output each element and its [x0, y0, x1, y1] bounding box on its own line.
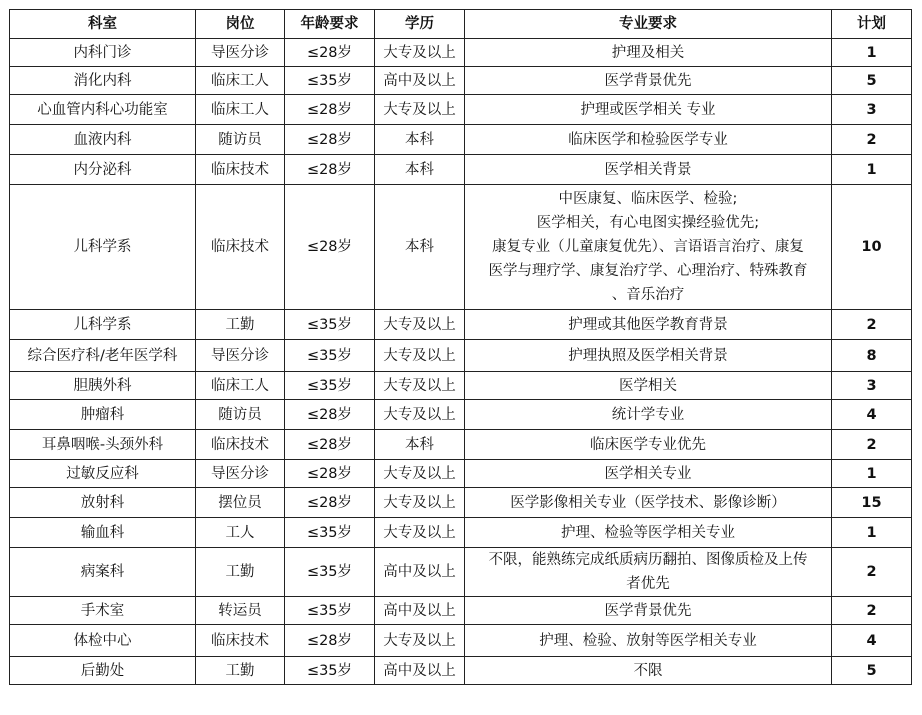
cell-post: 临床技术: [196, 625, 285, 657]
cell-post: 随访员: [196, 400, 285, 430]
cell-post: 随访员: [196, 125, 285, 155]
major-line: 医学相关，有心电图实操经验优先;: [536, 215, 760, 231]
cell-post: 临床工人: [196, 67, 285, 95]
table-row: [10, 657, 912, 685]
header-plan: 计划: [832, 10, 912, 39]
cell-major: [465, 185, 832, 310]
major-line: 医学相关背景: [604, 161, 692, 178]
cell-age: ≤35岁: [285, 548, 375, 597]
cell-education: 高中及以上: [375, 67, 465, 95]
cell-plan: 1: [832, 155, 912, 185]
major-line: 统计学专业: [611, 406, 685, 423]
major-line: 护理或其他医学教育背景: [568, 316, 728, 333]
table-row: [10, 460, 912, 488]
cell-major: [465, 310, 832, 340]
cell-post: 转运员: [196, 597, 285, 625]
cell-post: 工人: [196, 518, 285, 548]
cell-age: ≤35岁: [285, 518, 375, 548]
cell-age: ≤35岁: [285, 310, 375, 340]
cell-dept: 胆胰外科: [10, 372, 196, 400]
major-line: 中医康复、临床医学、检验;: [558, 191, 738, 207]
cell-education: 高中及以上: [375, 548, 465, 597]
cell-dept: 耳鼻咽喉-头颈外科: [10, 430, 196, 460]
cell-major: [465, 155, 832, 185]
table-row: [10, 67, 912, 95]
cell-dept: 血液内科: [10, 125, 196, 155]
cell-age: ≤28岁: [285, 95, 375, 125]
table-row: [10, 95, 912, 125]
cell-plan: 5: [832, 67, 912, 95]
cell-plan: 1: [832, 518, 912, 548]
cell-dept: 心血管内科心功能室: [10, 95, 196, 125]
major-line: 护理执照及医学相关背景: [568, 347, 728, 364]
cell-age: ≤28岁: [285, 488, 375, 518]
cell-dept: 儿科学系: [10, 185, 196, 310]
cell-education: 大专及以上: [375, 95, 465, 125]
cell-plan: 1: [832, 39, 912, 67]
cell-dept: 综合医疗科/老年医学科: [10, 340, 196, 372]
cell-age: ≤35岁: [285, 67, 375, 95]
cell-post: 导医分诊: [196, 460, 285, 488]
cell-age: ≤35岁: [285, 597, 375, 625]
cell-education: 大专及以上: [375, 518, 465, 548]
header-dept: 科室: [10, 10, 196, 39]
cell-education: 大专及以上: [375, 488, 465, 518]
major-line: 医学背景优先: [604, 602, 692, 619]
cell-plan: 4: [832, 400, 912, 430]
table-row: [10, 125, 912, 155]
header-education: 学历: [375, 10, 465, 39]
cell-age: ≤35岁: [285, 340, 375, 372]
cell-age: ≤28岁: [285, 125, 375, 155]
table-row: [10, 39, 912, 67]
major-line: 医学影像相关专业（医学技术、影像诊断）: [510, 494, 786, 511]
cell-post: 工勤: [196, 657, 285, 685]
cell-major: [465, 625, 832, 657]
table-row: [10, 625, 912, 657]
cell-age: ≤35岁: [285, 657, 375, 685]
cell-major: [465, 125, 832, 155]
major-line: 临床医学和检验医学专业: [568, 131, 728, 148]
cell-age: ≤28岁: [285, 400, 375, 430]
table-row: [10, 518, 912, 548]
cell-major: [465, 39, 832, 67]
cell-dept: 病案科: [10, 548, 196, 597]
cell-age: ≤28岁: [285, 460, 375, 488]
cell-major: [465, 400, 832, 430]
cell-plan: 10: [832, 185, 912, 310]
major-line: 护理、检验等医学相关专业: [561, 524, 735, 541]
table-row: [10, 310, 912, 340]
cell-plan: 2: [832, 430, 912, 460]
header-post: 岗位: [196, 10, 285, 39]
cell-dept: 放射科: [10, 488, 196, 518]
cell-education: 大专及以上: [375, 372, 465, 400]
cell-dept: 儿科学系: [10, 310, 196, 340]
cell-post: 临床工人: [196, 95, 285, 125]
cell-dept: 体检中心: [10, 625, 196, 657]
cell-post: 摆位员: [196, 488, 285, 518]
header-major: 专业要求: [465, 10, 832, 39]
cell-plan: 3: [832, 95, 912, 125]
cell-education: 大专及以上: [375, 400, 465, 430]
cell-post: 导医分诊: [196, 39, 285, 67]
cell-major: [465, 597, 832, 625]
major-line: 护理或医学相关 专业: [580, 101, 716, 118]
cell-age: ≤28岁: [285, 155, 375, 185]
cell-dept: 手术室: [10, 597, 196, 625]
major-line: 医学与理疗学、康复治疗学、心理治疗、特殊教育: [488, 263, 808, 279]
cell-dept: 肿瘤科: [10, 400, 196, 430]
table-row: [10, 430, 912, 460]
major-line: 医学背景优先: [604, 72, 692, 89]
cell-education: 本科: [375, 155, 465, 185]
cell-education: 本科: [375, 430, 465, 460]
cell-major: [465, 460, 832, 488]
table-row: [10, 155, 912, 185]
cell-age: ≤28岁: [285, 39, 375, 67]
cell-education: 大专及以上: [375, 460, 465, 488]
table-row: [10, 597, 912, 625]
cell-education: 本科: [375, 125, 465, 155]
cell-education: 高中及以上: [375, 597, 465, 625]
cell-plan: 2: [832, 548, 912, 597]
cell-education: 高中及以上: [375, 657, 465, 685]
cell-plan: 4: [832, 625, 912, 657]
cell-major: [465, 372, 832, 400]
cell-education: 大专及以上: [375, 625, 465, 657]
major-line: 医学相关专业: [604, 465, 692, 482]
cell-education: 大专及以上: [375, 340, 465, 372]
cell-dept: 过敏反应科: [10, 460, 196, 488]
table-row: [10, 548, 912, 597]
major-line: 临床医学专业优先: [590, 436, 706, 453]
cell-plan: 1: [832, 460, 912, 488]
header-age: 年龄要求: [285, 10, 375, 39]
cell-age: ≤28岁: [285, 430, 375, 460]
cell-plan: 2: [832, 125, 912, 155]
major-line: 护理、检验、放射等医学相关专业: [539, 632, 757, 649]
cell-plan: 2: [832, 310, 912, 340]
cell-dept: 内科门诊: [10, 39, 196, 67]
table-row: [10, 340, 912, 372]
major-line: 护理及相关: [611, 44, 685, 61]
cell-post: 导医分诊: [196, 340, 285, 372]
cell-age: ≤28岁: [285, 625, 375, 657]
major-line: 者优先: [626, 576, 670, 592]
cell-education: 大专及以上: [375, 39, 465, 67]
cell-post: 临床工人: [196, 372, 285, 400]
cell-post: 工勤: [196, 310, 285, 340]
major-line: 康复专业（儿童康复优先）、言语语言治疗、康复: [492, 239, 804, 255]
cell-dept: 内分泌科: [10, 155, 196, 185]
table-row: [10, 185, 912, 310]
cell-major: [465, 488, 832, 518]
cell-post: 工勤: [196, 548, 285, 597]
cell-major: [465, 518, 832, 548]
cell-dept: 后勤处: [10, 657, 196, 685]
cell-major: [465, 67, 832, 95]
cell-major: [465, 95, 832, 125]
cell-age: ≤28岁: [285, 185, 375, 310]
major-line: 不限，能熟练完成纸质病历翻拍、图像质检及上传: [488, 552, 808, 568]
cell-major: [465, 340, 832, 372]
cell-post: 临床技术: [196, 155, 285, 185]
major-line: 、音乐治疗: [611, 287, 685, 303]
table-row: [10, 372, 912, 400]
major-line: 不限: [633, 662, 663, 679]
table-row: [10, 488, 912, 518]
major-line: 医学相关: [619, 377, 677, 394]
cell-plan: 8: [832, 340, 912, 372]
cell-post: 临床技术: [196, 430, 285, 460]
cell-major: [465, 657, 832, 685]
cell-age: ≤35岁: [285, 372, 375, 400]
cell-plan: 15: [832, 488, 912, 518]
cell-dept: 输血科: [10, 518, 196, 548]
cell-major: [465, 548, 832, 597]
cell-major: [465, 430, 832, 460]
recruitment-table: [9, 9, 912, 685]
cell-plan: 5: [832, 657, 912, 685]
cell-plan: 2: [832, 597, 912, 625]
cell-education: 本科: [375, 185, 465, 310]
header-row: [10, 10, 912, 39]
cell-post: 临床技术: [196, 185, 285, 310]
cell-plan: 3: [832, 372, 912, 400]
table-row: [10, 400, 912, 430]
cell-dept: 消化内科: [10, 67, 196, 95]
cell-education: 大专及以上: [375, 310, 465, 340]
table-body: [10, 39, 912, 685]
